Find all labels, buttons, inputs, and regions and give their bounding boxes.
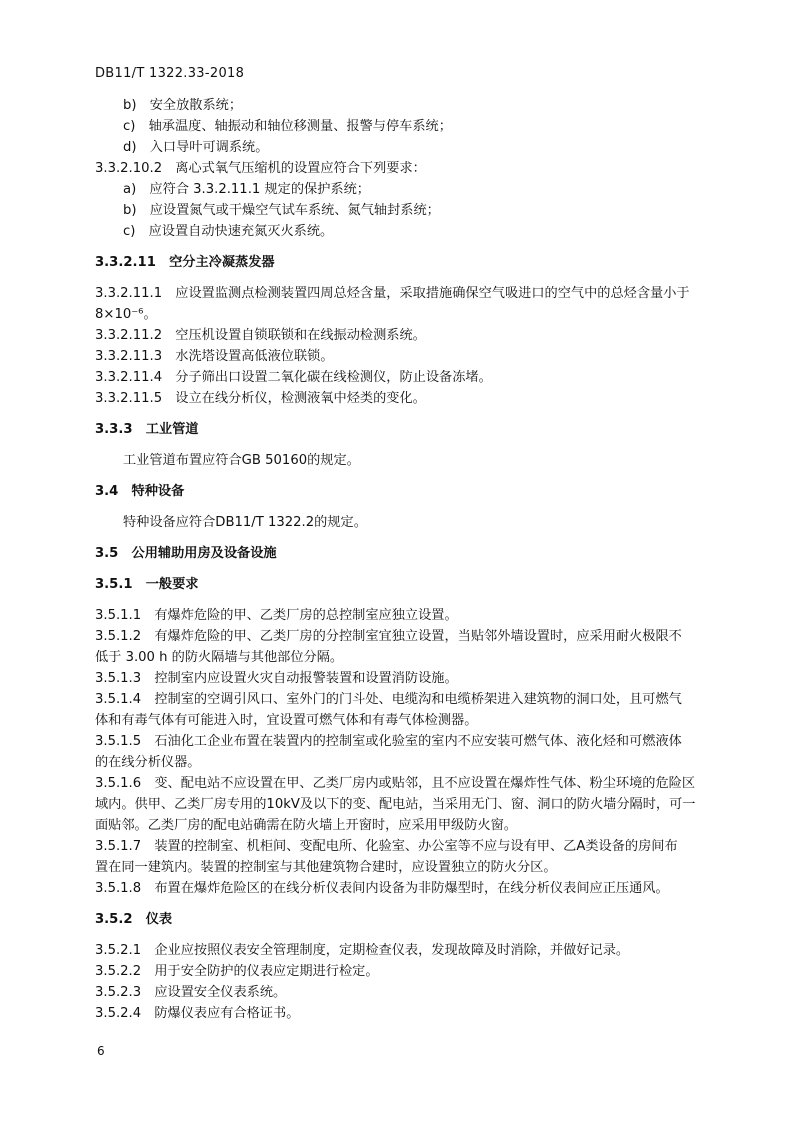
clause-3-5-1-2-line2: 低于 3.00 h 的防火隔墙与其他部位分隔。 [95, 650, 344, 665]
clause-3-5-1-2-line1: 3.5.1.2 有爆炸危险的甲、乙类厂房的分控制室宜独立设置，当贴邻外墙设置时，应采用耐火极限不 [95, 629, 682, 644]
page-number: 6 [97, 1044, 105, 1058]
clause-3-3-2-10-2: 3.3.2.10.2 离心式氧气压缩机的设置应符合下列要求： [95, 161, 426, 176]
document-id-header: DB11/T 1322.33-2018 [95, 66, 245, 81]
clause-3-3-2-11-2: 3.3.2.11.2 空压机设置自锁联锁和在线振动检测系统。 [95, 328, 426, 343]
list-item: a) 应符合 3.3.2.11.1 规定的保护系统； [123, 182, 370, 197]
section-body-3-3-3: 工业管道布置应符合GB 50160的规定。 [123, 453, 360, 468]
list-item: c) 轴承温度、轴振动和轴位移测量、报警与停车系统； [123, 119, 452, 134]
clause-3-3-2-11-5: 3.3.2.11.5 设立在线分析仪，检测液氧中烃类的变化。 [95, 391, 426, 406]
section-heading-3-5-1: 3.5.1 一般要求 [95, 577, 199, 592]
section-heading-3-3-2-11: 3.3.2.11 空分主冷凝蒸发器 [95, 255, 275, 270]
clause-3-5-1-6-line2: 域内。供甲、乙类厂房专用的10kV及以下的变、配电站，当采用无门、窗、洞口的防火墙分隔时，可一 [95, 797, 696, 812]
clause-3-5-1-1: 3.5.1.1 有爆炸危险的甲、乙类厂房的总控制室应独立设置。 [95, 608, 458, 623]
clause-3-3-2-11-3: 3.3.2.11.3 水洗塔设置高低液位联锁。 [95, 349, 334, 364]
section-body-3-4: 特种设备应符合DB11/T 1322.2的规定。 [123, 515, 367, 530]
section-heading-3-5: 3.5 公用辅助用房及设备设施 [95, 546, 277, 561]
clause-3-5-1-5-line2: 的在线分析仪器。 [95, 755, 201, 770]
list-item: c) 应设置自动快速充氮灭火系统。 [123, 224, 334, 239]
clause-3-3-2-11-1-line1: 3.3.2.11.1 应设置监测点检测装置四周总烃含量，采取措施确保空气吸进口的空气中的总烃含量小于 [95, 286, 690, 301]
clause-3-5-2-2: 3.5.2.2 用于安全防护的仪表应定期进行检定。 [95, 964, 379, 979]
list-item: b) 安全放散系统； [123, 98, 243, 113]
clause-3-5-1-7-line2: 置在同一建筑内。装置的控制室与其他建筑物合建时，应设置独立的防火分区。 [95, 860, 557, 875]
clause-3-5-1-6-line3: 面贴邻。乙类厂房的配电站确需在防火墙上开窗时，应采用甲级防火窗。 [95, 818, 517, 833]
list-item: d) 入口导叶可调系统。 [123, 140, 269, 155]
section-heading-3-5-2: 3.5.2 仪表 [95, 912, 173, 927]
clause-3-5-1-7-line1: 3.5.1.7 装置的控制室、机柜间、变配电所、化验室、办公室等不应与设有甲、乙A类设备的房间布 [95, 839, 678, 854]
clause-3-5-1-5-line1: 3.5.1.5 石油化工企业布置在装置内的控制室或化验室的室内不应安装可燃气体、液化烃和可燃液体 [95, 734, 682, 749]
clause-3-5-1-3: 3.5.1.3 控制室内应设置火灾自动报警装置和设置消防设施。 [95, 671, 458, 686]
clause-3-3-2-11-4: 3.3.2.11.4 分子筛出口设置二氧化碳在线检测仪，防止设备冻堵。 [95, 370, 492, 385]
clause-3-5-2-4: 3.5.2.4 防爆仪表应有合格证书。 [95, 1006, 300, 1021]
clause-3-5-2-3: 3.5.2.3 应设置安全仪表系统。 [95, 985, 287, 1000]
clause-3-5-1-4-line1: 3.5.1.4 控制室的空调引风口、室外门的门斗处、电缆沟和电缆桥架进入建筑物的洞口处，且可燃气 [95, 692, 682, 707]
section-heading-3-3-3: 3.3.3 工业管道 [95, 422, 199, 437]
clause-3-5-1-8: 3.5.1.8 布置在爆炸危险区的在线分析仪表间内设备为非防爆型时，在线分析仪表间应正压通风。 [95, 881, 669, 896]
section-heading-3-4: 3.4 特种设备 [95, 484, 185, 499]
clause-3-5-1-6-line1: 3.5.1.6 变、配电站不应设置在甲、乙类厂房内或贴邻，且不应设置在爆炸性气体、粉尘环境的危险区 [95, 776, 696, 791]
list-item: b) 应设置氮气或干燥空气试车系统、氮气轴封系统； [123, 203, 440, 218]
clause-3-5-1-4-line2: 体和有毒气体有可能进入时，宜设置可燃气体和有毒气体检测器。 [95, 713, 478, 728]
clause-3-3-2-11-1-line2: 8×10⁻⁶。 [95, 307, 157, 322]
clause-3-5-2-1: 3.5.2.1 企业应按照仪表安全管理制度，定期检查仪表，发现故障及时消除，并做好记录。 [95, 943, 630, 958]
